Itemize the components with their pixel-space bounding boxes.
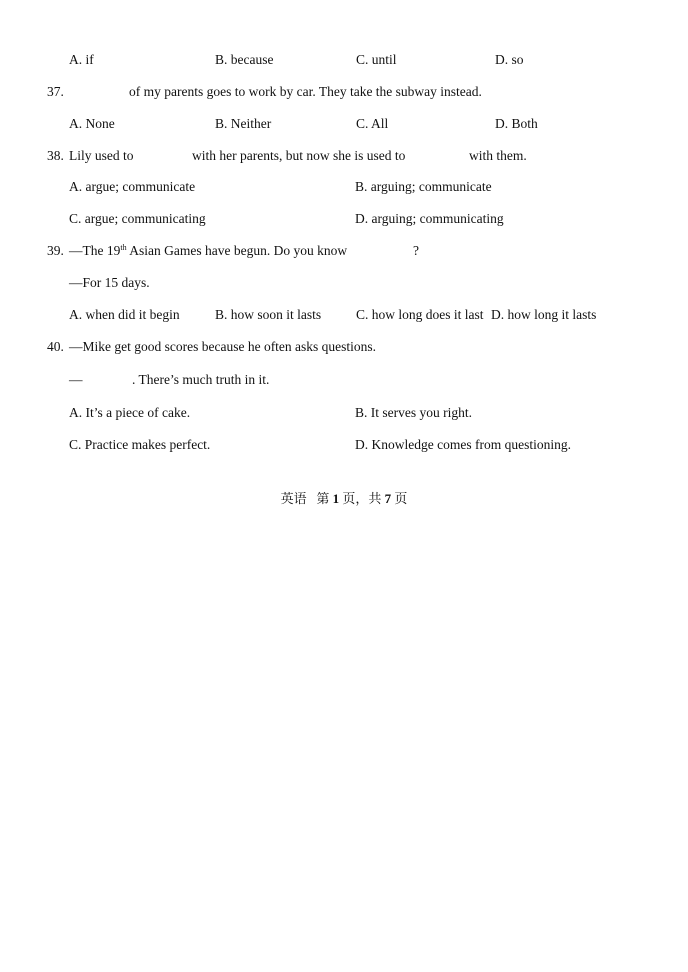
q37-option-c: C. All: [356, 116, 389, 131]
q37-option-d: D. Both: [495, 116, 538, 131]
q37-option-b: B. Neither: [215, 116, 272, 131]
q38-stem-part2: with her parents, but now she is used to: [192, 148, 406, 163]
footer-page-suffix: 页: [394, 491, 408, 506]
q36-option-d: D. so: [495, 52, 524, 67]
footer-page-mid: 页，共: [342, 491, 382, 506]
q40-number: 40.: [47, 339, 64, 354]
q40-option-d: D. Knowledge comes from questioning.: [355, 437, 571, 452]
q39-stem: [69, 243, 347, 259]
q39-stem-superscript: th: [120, 243, 127, 252]
footer-total-pages: 7: [384, 491, 392, 506]
q36-option-c: C. until: [356, 52, 397, 67]
footer-page-prefix: 第: [316, 491, 330, 506]
q36-option-a: A. if: [69, 52, 94, 67]
q37-text: of my parents goes to work by car. They take the subway instead.: [129, 84, 482, 99]
q40-option-b: B. It serves you right.: [355, 405, 472, 420]
q39-option-b: B. how soon it lasts: [215, 307, 322, 322]
q39-option-d: D. how long it lasts: [491, 307, 597, 322]
q38-number: 38.: [47, 148, 64, 163]
q38-stem-part3: with them.: [469, 148, 527, 163]
q40-reply-text: . There’s much truth in it.: [132, 372, 270, 387]
q38-option-c: C. argue; communicating: [69, 211, 206, 226]
q38-option-d: D. arguing; communicating: [355, 211, 504, 226]
q38-option-a: A. argue; communicate: [69, 179, 196, 194]
q38-stem-part1: Lily used to: [69, 148, 134, 163]
q40-option-c: C. Practice makes perfect.: [69, 437, 211, 452]
q39-option-c: C. how long does it last: [356, 307, 484, 322]
q40-stem: —Mike get good scores because he often asks questions.: [69, 339, 377, 354]
q37-number: 37.: [47, 84, 64, 99]
q39-reply: —For 15 days.: [69, 275, 150, 290]
page-footer: [0, 491, 688, 507]
q37-option-a: A. None: [69, 116, 115, 131]
footer-subject: 英语: [280, 491, 307, 506]
q39-stem-part3: ?: [413, 243, 419, 258]
q40-option-a: A. It’s a piece of cake.: [69, 405, 191, 420]
q39-option-a: A. when did it begin: [69, 307, 180, 322]
footer-page-number: 1: [332, 491, 340, 506]
q36-option-b: B. because: [215, 52, 274, 67]
q40-reply-dash: —: [69, 372, 83, 387]
q39-stem-part2: Asian Games have begun. Do you know: [126, 243, 348, 258]
q38-option-b: B. arguing; communicate: [355, 179, 492, 194]
q39-number: 39.: [47, 243, 64, 258]
q39-stem-part1: —The 19: [69, 243, 121, 258]
